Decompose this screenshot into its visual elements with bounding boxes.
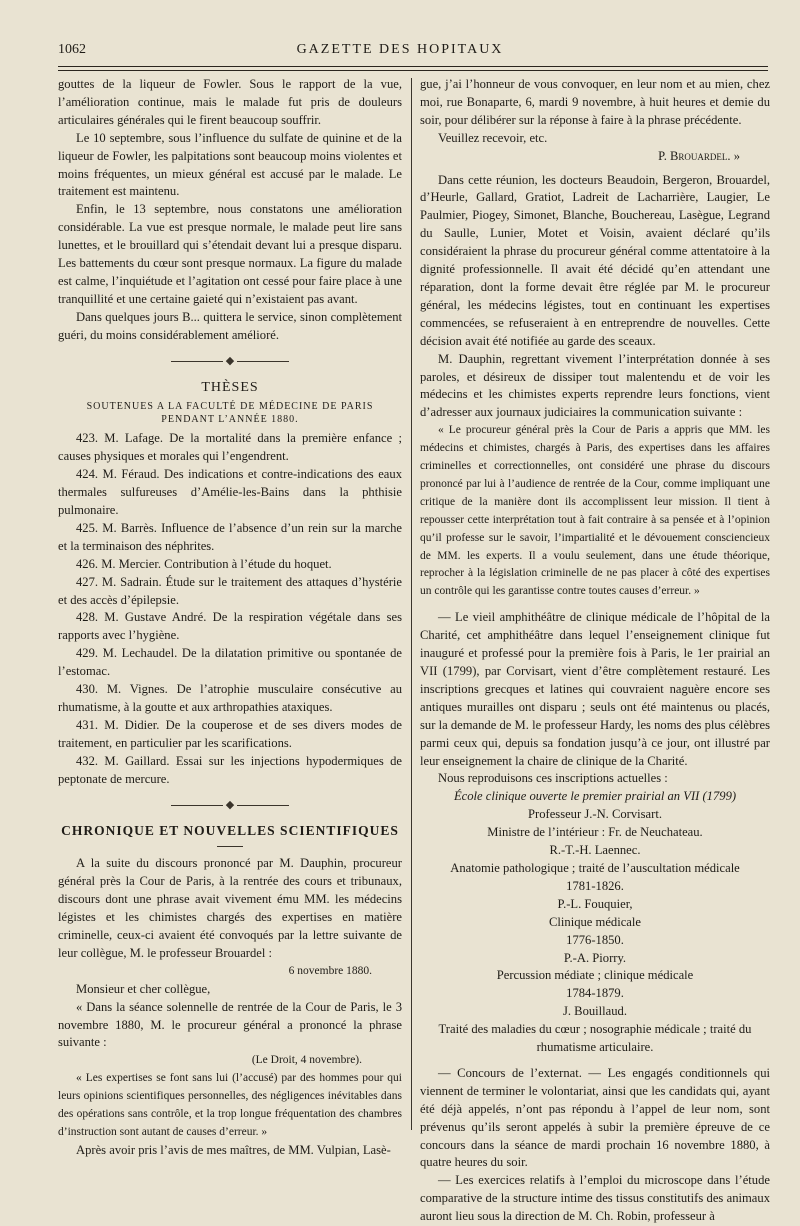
theses-subtitle [58, 400, 402, 426]
paragraph: Nous reproduisons ces inscriptions actuelles : [438, 771, 668, 786]
right-column [420, 76, 770, 1226]
inscription-line: 1776-1850. [566, 932, 624, 947]
short-rule [217, 846, 243, 847]
letter-date: 6 novembre 1880. [288, 964, 372, 977]
thesis-entry: 428. M. Gustave André. De la respiration végétale dans ses rapports avec l’hygiène. [58, 610, 402, 643]
theses-title: THÈSES [201, 379, 259, 395]
thesis-entry: 431. M. Didier. De la couperose et de ses divers modes de traitement, en particulier par les scarifications. [58, 717, 402, 750]
theses-subtitle-line1: SOUTENUES A LA FACULTÉ DE MÉDECINE DE PARIS [86, 401, 374, 413]
thesis-entry: 430. M. Vignes. De l’atrophie musculaire consécutive au rhumatisme, à la goutte et aux arthropathies ataxiques. [58, 682, 402, 714]
paragraph: « Dans la séance solennelle de rentrée de la Cour de Paris, le 3 novembre 1880, M. le procureur général a prononcé la phrase suivante : [58, 999, 402, 1050]
inscription-line: J. Bouillaud. [562, 1004, 628, 1019]
quote-source: (Le Droit, 4 novembre). [251, 1054, 362, 1067]
thesis-entry: 425. M. Barrès. Influence de l’absence d’un rein sur la marche et la terminaison des néphrites. [58, 520, 402, 553]
column-divider [411, 78, 412, 1130]
inscription-line: R.-T.-H. Laennec. [549, 843, 641, 858]
inscription-line: Traité des maladies du cœur ; nosographie médicale ; traité du rhumatisme articulaire. [438, 1022, 752, 1055]
letter-closing: Veuillez recevoir, etc. [438, 130, 548, 145]
thesis-entry: 424. M. Féraud. Des indications et contre-indications des eaux thermales sulfureuses d’Amélie-les-Bains dans la phthisie pulmonaire. [58, 467, 402, 518]
paragraph: — Le vieil amphithéâtre de clinique médicale de l’hôpital de la Charité, cet amphithéâtre dans lequel l’enseignement clinique fut inauguré et professé pour la première fois à Paris, le 1er prairial an VII (1799), par Corvisart, vient d’être complètement restauré. Les inscriptions grecques et latines qui couvraient naguère encore ses antiques murailles ont disparu ; seuls ont été maintenus ou placés, sur la demande de M. le professeur Hardy, les noms des plus célèbres parmi ceux qui, depuis sa fondation jusqu’à ce jour, ont illustré par leur enseignement la chaire de clinique de la Charité. [420, 610, 770, 768]
inscription-line: 1781-1826. [566, 878, 624, 893]
theses-subtitle-line2: PENDANT L’ANNÉE 1880. [161, 414, 299, 426]
paragraph: Dans quelques jours B... quittera le service, sinon complètement guéri, du moins considérablement amélioré. [58, 309, 402, 342]
inscription-line: Anatomie pathologique ; traité de l’auscultation médicale [450, 860, 740, 875]
paragraph: Dans cette réunion, les docteurs Beaudoin, Bergeron, Brouardel, d’Heurle, Gallard, Gratiot, Ladreit de Lacharrière, Laugier, Le Paulmier, Piogey, Simonet, Blanche, Bouchereau, Lasègue, Legrand du Saulle, Lunier, Motet et Voisin, avaient déclaré qu’ils considéraient la phrase du procureur général comme attentatoire à la dignité professionnelle. Il avait été décidé qu’en attendant une réparation, dont la forme devait être réglée par M. le procureur général, les médecins légistes, tout en continuant les expertises commencées, se refuseraient à en entreprendre de nouvelles. Cette décision avait été notifiée au garde des sceaux. [420, 172, 770, 348]
thesis-entry: 427. M. Sadrain. Étude sur le traitement des attaques d’hystérie et des accès d’épilepsie. [58, 574, 402, 607]
paragraph: Enfin, le 13 septembre, nous constatons une amélioration considérable. La vue est presque normale, le malade peut lire sans lunettes, et le brouillard qui s’étendait devant lui a presque disparu. Les battements du cœur sont presque normaux. La figure du malade est calme, l’inquiétude et l’agitation ont cessé pour faire place à une tranquillité et une certaine gaieté qui n’existaient pas avant. [58, 202, 402, 306]
paragraph: Le 10 septembre, sous l’influence du sulfate de quinine et de la liqueur de Fowler, les palpitations sont beaucoup moins violentes et moins fréquentes, un mieux général est accusé par le malade. Le traitement est maintenu. [58, 130, 402, 199]
paragraph: gue, j’ai l’honneur de vous convoquer, en leur nom et au mien, chez moi, rue Bonaparte, 6, mardi 9 novembre, à huit heures et demie du soir, pour délibérer sur la réponse à faire à la phrase précédente. [420, 77, 770, 127]
paragraph: A la suite du discours prononcé par M. Dauphin, procureur général près la Cour de Paris, à la rentrée des cours et tribunaux, discours dont une phrase avait vivement ému MM. les médecins légistes et les chimistes chargés des expertises en matière criminelle, ceux-ci avaient été convoqués par la lettre suivante de leur collègue, M. le professeur Brouardel : [58, 856, 402, 960]
quote-paragraph: « Le procureur général près la Cour de Paris a appris que MM. les médecins et chimistes, chargés à Paris, des expertises dans les affaires criminelles et correctionnelles, ont considéré une phrase du discours prononcé par lui à l’audience de rentrée de la Cour, comme impliquant une critique de la manière dont ils accomplissent leur mission. Il tient à repousser cette interprétation tout à fait contraire à sa pensée et à l’opinion qu’il professe sur le savoir, l’impartialité et le dévouement consciencieux de MM. les experts. Il a voulu seulement, dans une étude théorique, reprocher à la législation criminelle de ne pas placer à côté des expertises un contrôle qui les garantisse contre toutes causes d’erreur. » [420, 424, 770, 598]
header-rule-bottom [58, 70, 768, 71]
journal-title: GAZETTE DES HOPITAUX [296, 42, 504, 57]
section-ornament: ◆ [58, 797, 402, 815]
inscription-line: Clinique médicale [549, 914, 641, 929]
quote-paragraph: « Les expertises se font sans lui (l’accusé) par des hommes pour qui leurs opinions scientifiques personnelles, des négligences inévitables dans des opérations sans contrôle, et la trop longue fréquentation des chambres d’instruction sont autant de causes d’erreur. » [58, 1072, 402, 1138]
inscription-line: Ministre de l’intérieur : Fr. de Neuchateau. [487, 825, 703, 840]
page-header [0, 40, 800, 62]
paragraph: gouttes de la liqueur de Fowler. Sous le rapport de la vue, l’amélioration continue, mais le malade fut pris de douleurs articulaires générales qui le firent beaucoup souffrir. [58, 77, 402, 127]
thesis-entry: 423. M. Lafage. De la mortalité dans la première enfance ; causes physiques et morales qui l’engendrent. [58, 431, 402, 464]
inscription-line: P.-L. Fouquier, [557, 896, 633, 911]
thesis-entry: 429. M. Lechaudel. De la dilatation primitive ou spontanée de l’estomac. [58, 646, 402, 679]
inscription-line: 1784-1879. [566, 986, 624, 1001]
inscription-heading: École clinique ouverte le premier prairial an VII (1799) [453, 789, 737, 804]
inscription-line: Professeur J.-N. Corvisart. [528, 807, 662, 822]
paragraph: — Les exercices relatifs à l’emploi du microscope dans l’étude comparative de la structure intime des tissus constitutifs des animaux auront lieu sous la direction de M. Ch. Robin, professeur à [420, 1173, 770, 1224]
chronique-title: CHRONIQUE ET NOUVELLES SCIENTIFIQUES [61, 823, 399, 839]
letter-salutation: Monsieur et cher collègue, [76, 981, 211, 996]
header-rule-top [58, 66, 768, 67]
paragraph: M. Dauphin, regrettant vivement l’interprétation donnée à ses paroles, et désireux de dissiper tout malentendu et de voir les médecins et les chimistes experts reprendre leurs fonctions, vient d’adresser aux journaux judiciaires la communication suivante : [420, 351, 770, 420]
letter-signature: P. Brouardel. » [658, 148, 740, 163]
left-column [58, 76, 402, 1160]
page-number: 1062 [58, 42, 86, 57]
section-ornament: ◆ [58, 353, 402, 371]
inscription-line: P.-A. Piorry. [563, 950, 627, 965]
thesis-entry: 426. M. Mercier. Contribution à l’étude du hoquet. [76, 556, 332, 571]
inscription-line: Percussion médiate ; clinique médicale [496, 968, 694, 983]
paragraph: Après avoir pris l’avis de mes maîtres, de MM. Vulpian, Lasè- [76, 1142, 391, 1157]
thesis-entry: 432. M. Gaillard. Essai sur les injections hypodermiques de peptonate de mercure. [58, 753, 402, 786]
paragraph: — Concours de l’externat. — Les engagés conditionnels qui viennent de terminer le volontariat, ainsi que les candidats qui, ayant été déjà appelés, n’ont pas répondu à l’appel de leur nom, sont prévenus qu’ils seront appelés à subir la première épreuve de ce concours dans la séance de mardi prochain 16 novembre 1880, à quatre heures du soir. [420, 1065, 770, 1170]
